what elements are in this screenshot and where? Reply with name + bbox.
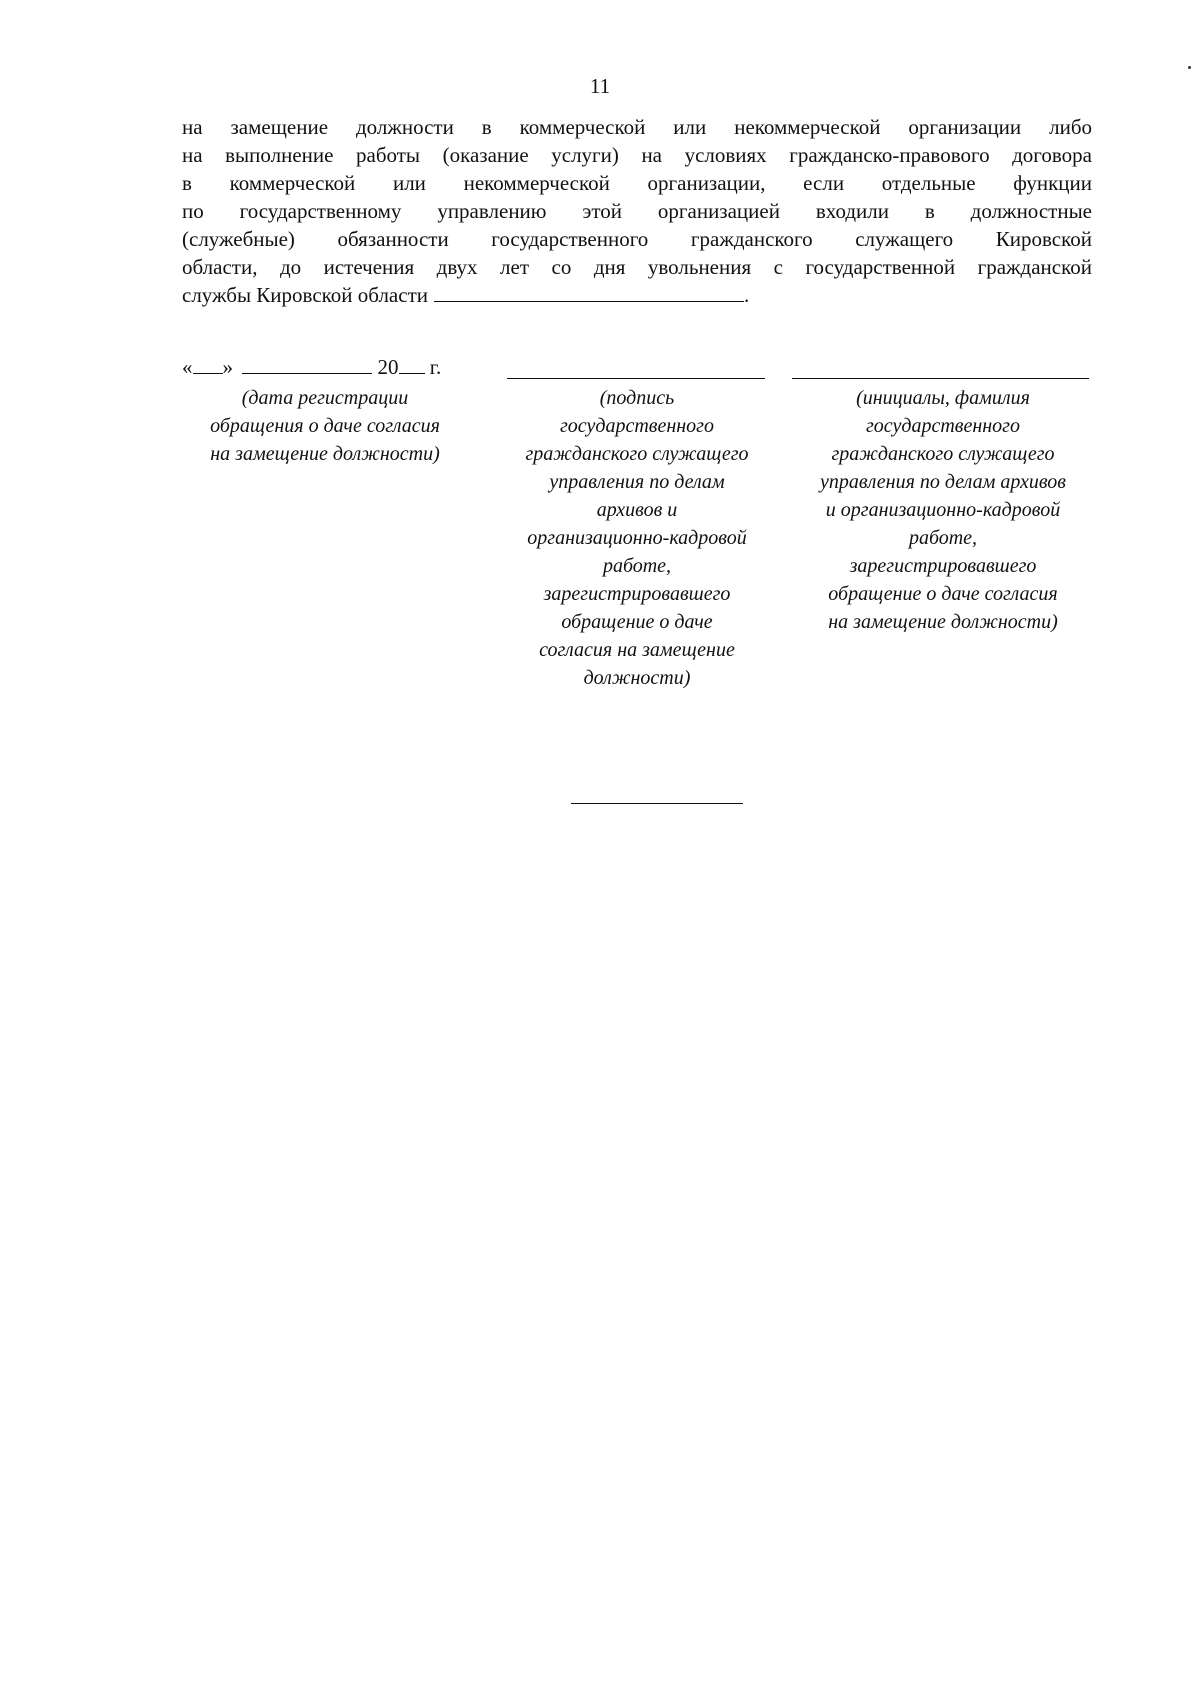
body-line: (служебные) обязанности государственного гражданского служащего Кировской xyxy=(182,227,1092,251)
body-last-line xyxy=(182,281,1092,309)
caption-line: организационно-кадровой xyxy=(527,527,747,549)
caption-line: должности) xyxy=(583,667,691,689)
caption-line: архивов и xyxy=(596,499,678,521)
caption-line: гражданского служащего xyxy=(831,443,1055,465)
caption-line: (подпись xyxy=(599,387,675,409)
year-blank[interactable] xyxy=(399,355,425,374)
end-rule xyxy=(571,803,743,804)
date-open-quote: « xyxy=(182,355,193,379)
body-line: области, до истечения двух лет со дня увольнения с государственной гражданской xyxy=(182,255,1092,279)
caption-line: управления по делам xyxy=(549,471,725,493)
caption-line: (дата регистрации xyxy=(241,387,409,409)
body-paragraph xyxy=(182,113,1092,309)
body-line: на выполнение работы (оказание услуги) на условиях гражданско-правового договора xyxy=(182,143,1092,167)
caption-line: зарегистрировавшего xyxy=(543,583,731,605)
initials-line[interactable] xyxy=(792,378,1089,379)
signature-line[interactable] xyxy=(507,378,765,379)
caption-line: согласия на замещение xyxy=(539,639,735,661)
body-line: на замещение должности в коммерческой или некоммерческой организации либо xyxy=(182,115,1092,139)
caption-line: государственного xyxy=(559,415,714,437)
blank-field[interactable] xyxy=(434,283,744,302)
caption-line: работе, xyxy=(602,555,672,577)
date-field xyxy=(182,355,441,380)
caption-line: гражданского служащего xyxy=(525,443,749,465)
scan-speck xyxy=(1188,66,1191,69)
day-blank[interactable] xyxy=(193,355,223,374)
caption-line: управления по делам архивов xyxy=(820,471,1066,493)
signature-caption xyxy=(487,384,787,692)
page-number: 11 xyxy=(589,74,611,98)
caption-line: зарегистрировавшего xyxy=(849,555,1037,577)
initials-caption xyxy=(783,384,1103,636)
date-caption xyxy=(170,384,480,468)
caption-line: обращение о даче согласия xyxy=(828,583,1058,605)
caption-line: обращения о даче согласия xyxy=(210,415,440,437)
caption-line: на замещение должности) xyxy=(210,443,440,465)
date-close-quote: » xyxy=(222,355,233,379)
body-line: по государственному управлению этой организацией входили в должностные xyxy=(182,199,1092,223)
caption-line: государственного xyxy=(865,415,1020,437)
caption-line: обращение о даче xyxy=(561,611,713,633)
caption-line: и организационно-кадровой xyxy=(825,499,1061,521)
body-line: в коммерческой или некоммерческой организации, если отдельные функции xyxy=(182,171,1092,195)
body-end: . xyxy=(743,283,750,307)
month-blank[interactable] xyxy=(242,355,372,374)
caption-line: на замещение должности) xyxy=(828,611,1058,633)
body-line: службы Кировской области xyxy=(182,283,428,307)
year-prefix: 20 xyxy=(377,355,399,379)
caption-line: (инициалы, фамилия xyxy=(856,387,1030,409)
caption-line: работе, xyxy=(908,527,978,549)
year-suffix: г. xyxy=(429,355,442,379)
